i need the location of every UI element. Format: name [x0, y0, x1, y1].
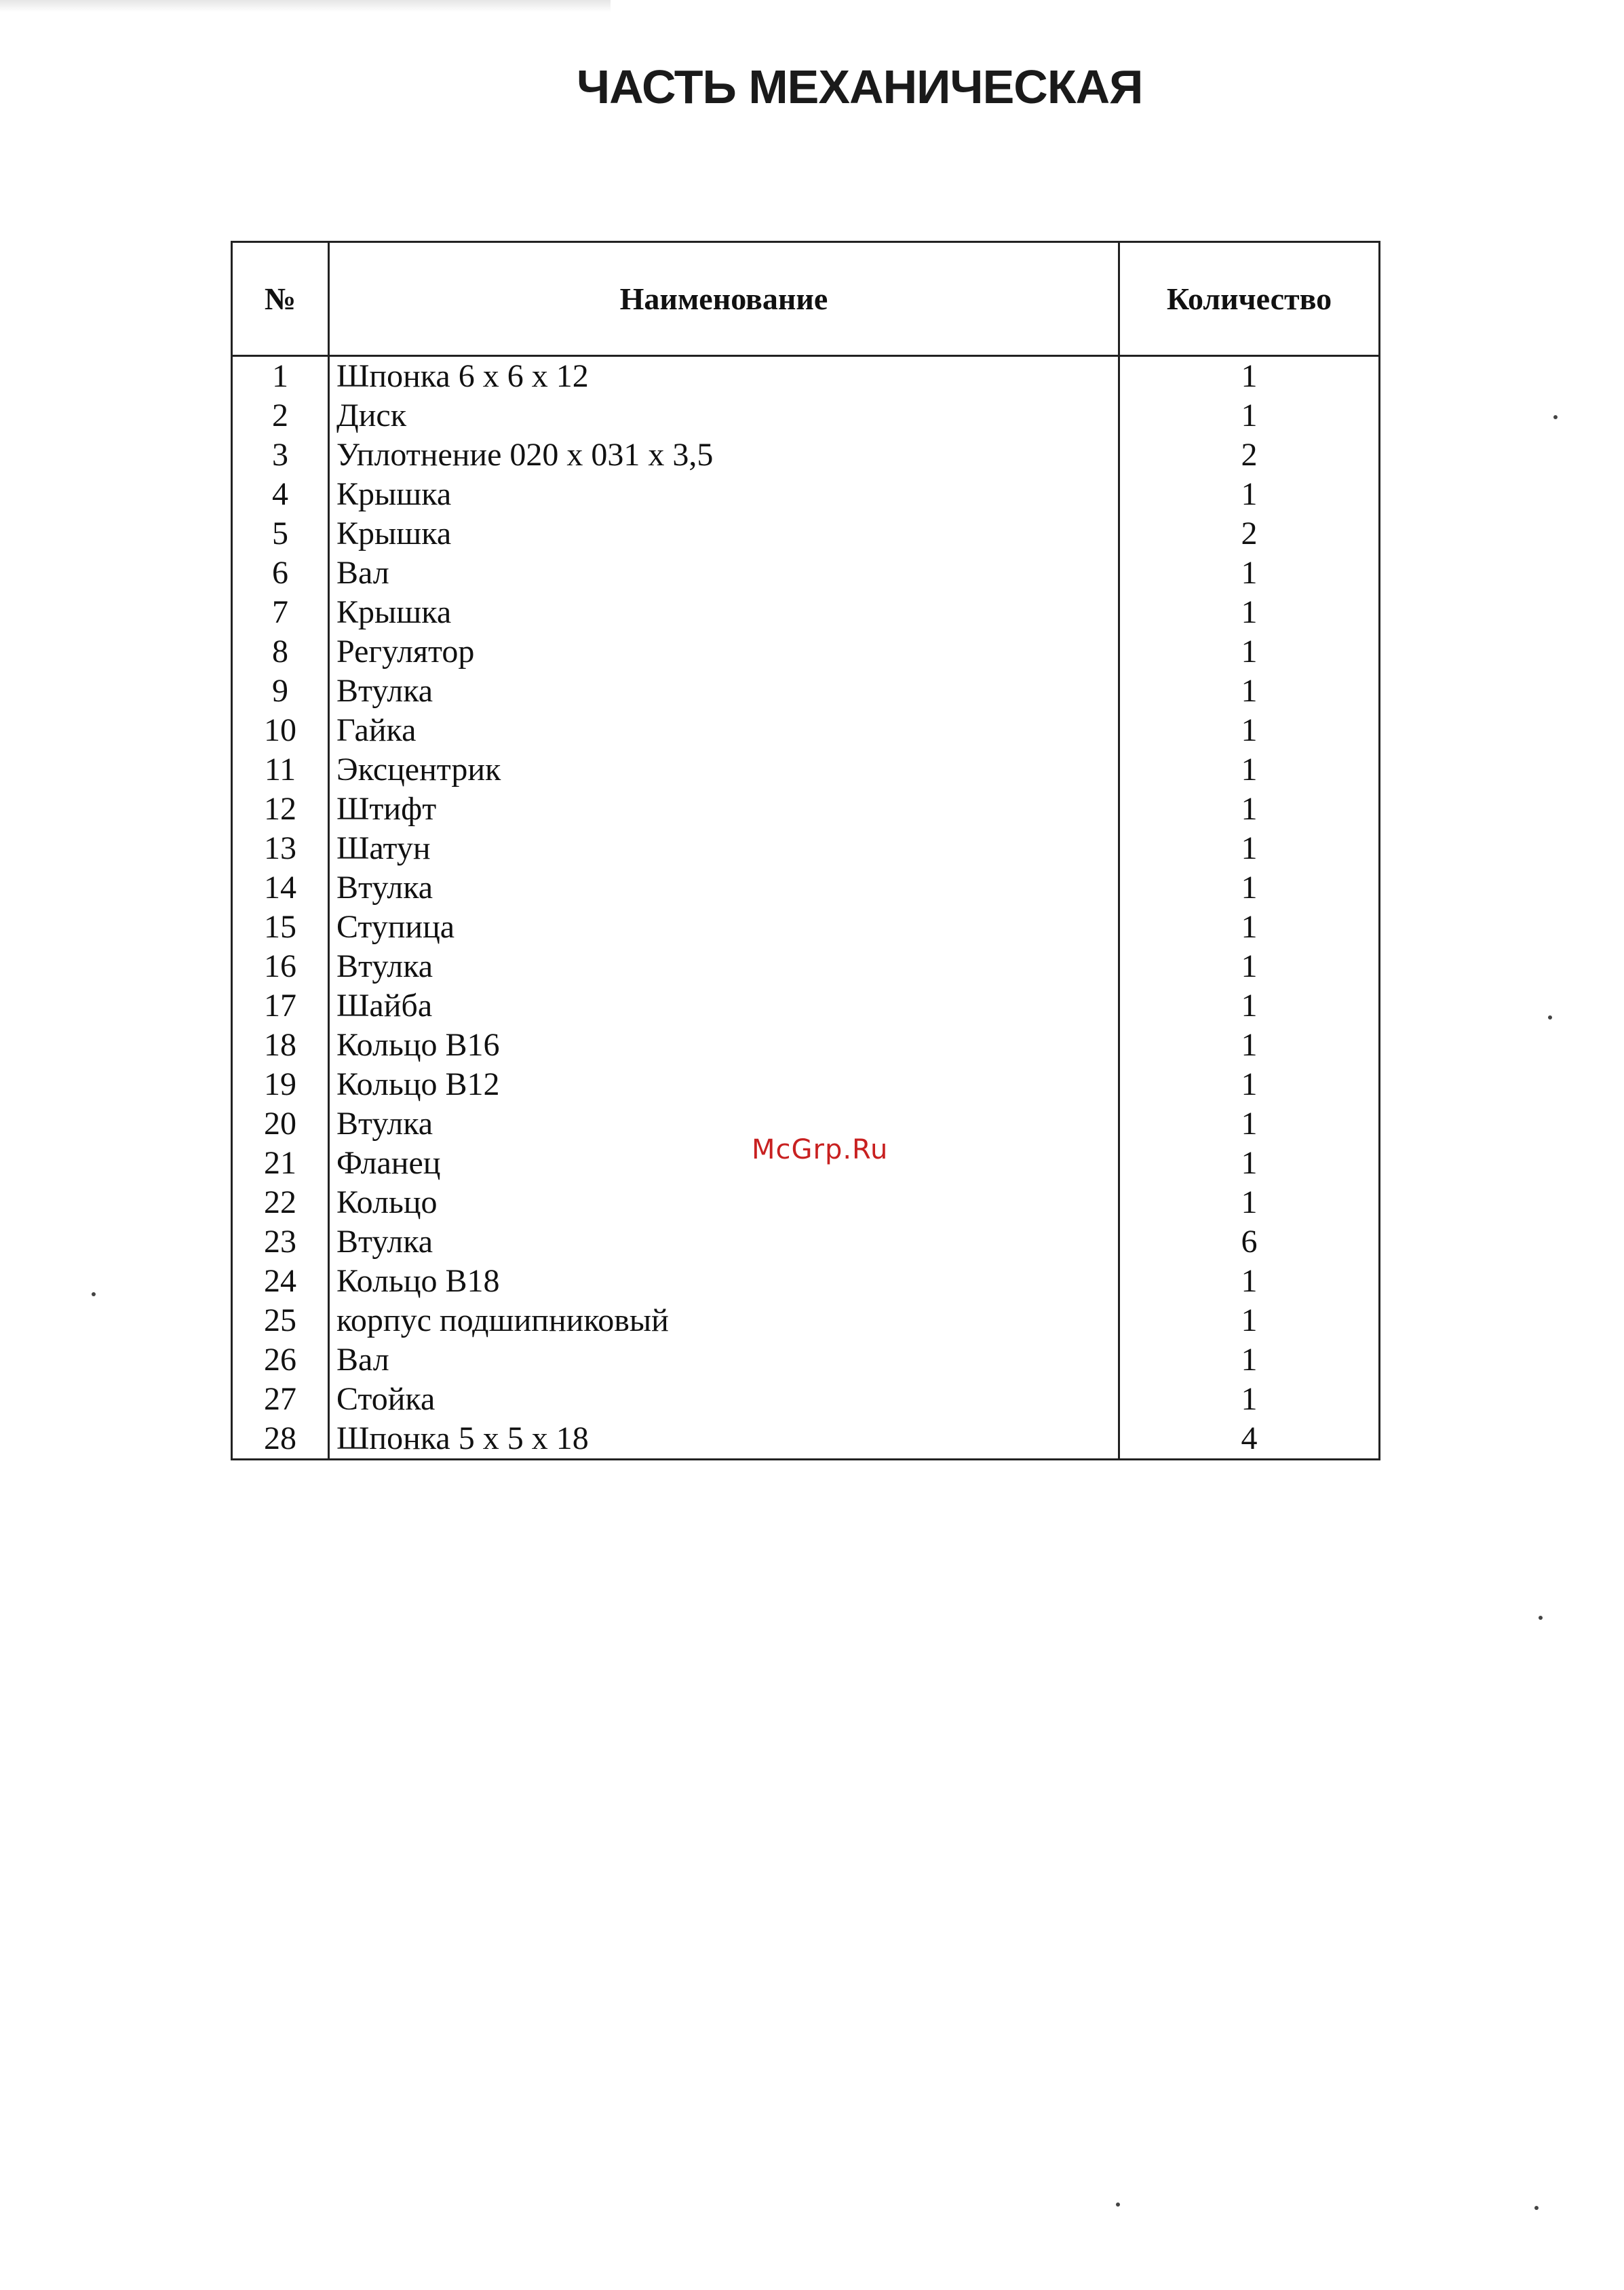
row-quantity: 2: [1118, 435, 1378, 475]
row-number: 27: [264, 1381, 296, 1417]
row-name: Втулка: [328, 947, 1118, 986]
scan-speck: [1548, 1015, 1552, 1020]
row-number: 13: [264, 830, 296, 866]
row-quantity: 1: [1118, 1262, 1378, 1301]
row-quantity: 1: [1118, 908, 1378, 947]
row-quantity: 1: [1118, 632, 1378, 672]
row-quantity: 1: [1118, 750, 1378, 790]
table-row: [233, 1419, 1378, 1458]
row-quantity: 1: [1118, 947, 1378, 986]
table-row: [233, 711, 1378, 750]
row-number: 15: [264, 909, 296, 945]
row-quantity: 1: [1118, 868, 1378, 908]
row-name: Ступица: [328, 908, 1118, 947]
page-title: ЧАСТЬ МЕХАНИЧЕСКАЯ: [577, 60, 1143, 113]
table-row: [233, 357, 1378, 396]
scan-speck: [1553, 415, 1558, 419]
row-quantity: 1: [1118, 672, 1378, 711]
table-row: [233, 1301, 1378, 1340]
scan-speck: [1116, 2202, 1120, 2207]
table-row: [233, 554, 1378, 593]
row-number: 3: [272, 437, 288, 473]
row-number: 11: [264, 752, 296, 788]
table-body: [233, 357, 1378, 1458]
row-name: Гайка: [328, 711, 1118, 750]
row-name: Шайба: [328, 986, 1118, 1026]
parts-table: [231, 241, 1380, 1460]
row-number: 1: [272, 358, 288, 394]
table-row: [233, 1340, 1378, 1380]
table-header-row: [233, 243, 1378, 357]
table-row: [233, 514, 1378, 554]
table-row: [233, 475, 1378, 514]
row-number: 10: [264, 712, 296, 748]
row-quantity: 1: [1118, 790, 1378, 829]
scan-edge-shadow: [0, 0, 611, 12]
row-name: Кольцо В18: [328, 1262, 1118, 1301]
row-name: Шатун: [328, 829, 1118, 868]
row-name: Вал: [328, 554, 1118, 593]
row-name: Втулка: [328, 672, 1118, 711]
row-quantity: 1: [1118, 1104, 1378, 1144]
row-name: Вал: [328, 1340, 1118, 1380]
row-name: Втулка: [328, 1222, 1118, 1262]
header-number: №: [264, 282, 296, 316]
row-name: Стойка: [328, 1380, 1118, 1419]
row-number: 24: [264, 1263, 296, 1299]
row-number: 6: [272, 555, 288, 591]
row-number: 14: [264, 870, 296, 906]
row-name: Шпонка 6 х 6 х 12: [328, 357, 1118, 396]
table-row: [233, 1026, 1378, 1065]
row-name: Кольцо В16: [328, 1026, 1118, 1065]
row-name: Втулка: [328, 1104, 1118, 1144]
row-name: Крышка: [328, 514, 1118, 554]
table-row: [233, 672, 1378, 711]
row-number: 5: [272, 516, 288, 551]
row-number: 18: [264, 1027, 296, 1063]
scan-speck: [1539, 1616, 1543, 1620]
row-name: Кольцо: [328, 1183, 1118, 1222]
table-row: [233, 1065, 1378, 1104]
row-quantity: 2: [1118, 514, 1378, 554]
table-row: [233, 947, 1378, 986]
row-quantity: 1: [1118, 1065, 1378, 1104]
watermark: McGrp.Ru: [752, 1134, 889, 1165]
row-quantity: 1: [1118, 357, 1378, 396]
row-name: корпус подшипниковый: [328, 1301, 1118, 1340]
row-quantity: 1: [1118, 1026, 1378, 1065]
row-quantity: 1: [1118, 554, 1378, 593]
row-name: Фланец: [328, 1144, 1118, 1183]
row-name: Крышка: [328, 593, 1118, 632]
row-number: 26: [264, 1342, 296, 1378]
row-quantity: 1: [1118, 1183, 1378, 1222]
row-number: 2: [272, 397, 288, 433]
table-row: [233, 593, 1378, 632]
row-name: Втулка: [328, 868, 1118, 908]
row-number: 21: [264, 1145, 296, 1181]
table-row: [233, 868, 1378, 908]
row-number: 25: [264, 1302, 296, 1338]
row-quantity: 1: [1118, 593, 1378, 632]
table-row: [233, 1222, 1378, 1262]
row-name: Кольцо В12: [328, 1065, 1118, 1104]
row-quantity: 1: [1118, 1301, 1378, 1340]
row-name: Шпонка 5 х 5 х 18: [328, 1419, 1118, 1458]
row-number: 28: [264, 1420, 296, 1456]
row-quantity: 1: [1118, 396, 1378, 435]
table-row: [233, 632, 1378, 672]
row-quantity: 1: [1118, 1340, 1378, 1380]
row-name: Диск: [328, 396, 1118, 435]
row-number: 17: [264, 988, 296, 1024]
row-quantity: 1: [1118, 1380, 1378, 1419]
table-row: [233, 908, 1378, 947]
table-row: [233, 1380, 1378, 1419]
row-name: Уплотнение 020 х 031 х 3,5: [328, 435, 1118, 475]
row-number: 8: [272, 634, 288, 669]
row-name: Крышка: [328, 475, 1118, 514]
table-row: [233, 1262, 1378, 1301]
row-number: 22: [264, 1184, 296, 1220]
row-number: 4: [272, 476, 288, 512]
row-quantity: 6: [1118, 1222, 1378, 1262]
row-number: 9: [272, 673, 288, 709]
row-quantity: 1: [1118, 986, 1378, 1026]
table-row: [233, 986, 1378, 1026]
table-row: [233, 790, 1378, 829]
row-quantity: 1: [1118, 1144, 1378, 1183]
row-number: 12: [264, 791, 296, 827]
row-quantity: 1: [1118, 711, 1378, 750]
header-name: Наименование: [328, 243, 1118, 355]
table-row: [233, 435, 1378, 475]
row-number: 23: [264, 1224, 296, 1260]
row-number: 16: [264, 948, 296, 984]
table-row: [233, 829, 1378, 868]
table-row: [233, 396, 1378, 435]
row-name: Регулятор: [328, 632, 1118, 672]
row-quantity: 1: [1118, 475, 1378, 514]
row-name: Штифт: [328, 790, 1118, 829]
row-name: Эксцентрик: [328, 750, 1118, 790]
row-number: 19: [264, 1066, 296, 1102]
table-row: [233, 750, 1378, 790]
header-quantity: Количество: [1118, 243, 1378, 355]
scan-speck: [92, 1292, 96, 1296]
scan-speck: [1534, 2206, 1539, 2210]
row-quantity: 4: [1118, 1419, 1378, 1458]
table-row: [233, 1183, 1378, 1222]
row-number: 20: [264, 1106, 296, 1142]
row-quantity: 1: [1118, 829, 1378, 868]
row-number: 7: [272, 594, 288, 630]
